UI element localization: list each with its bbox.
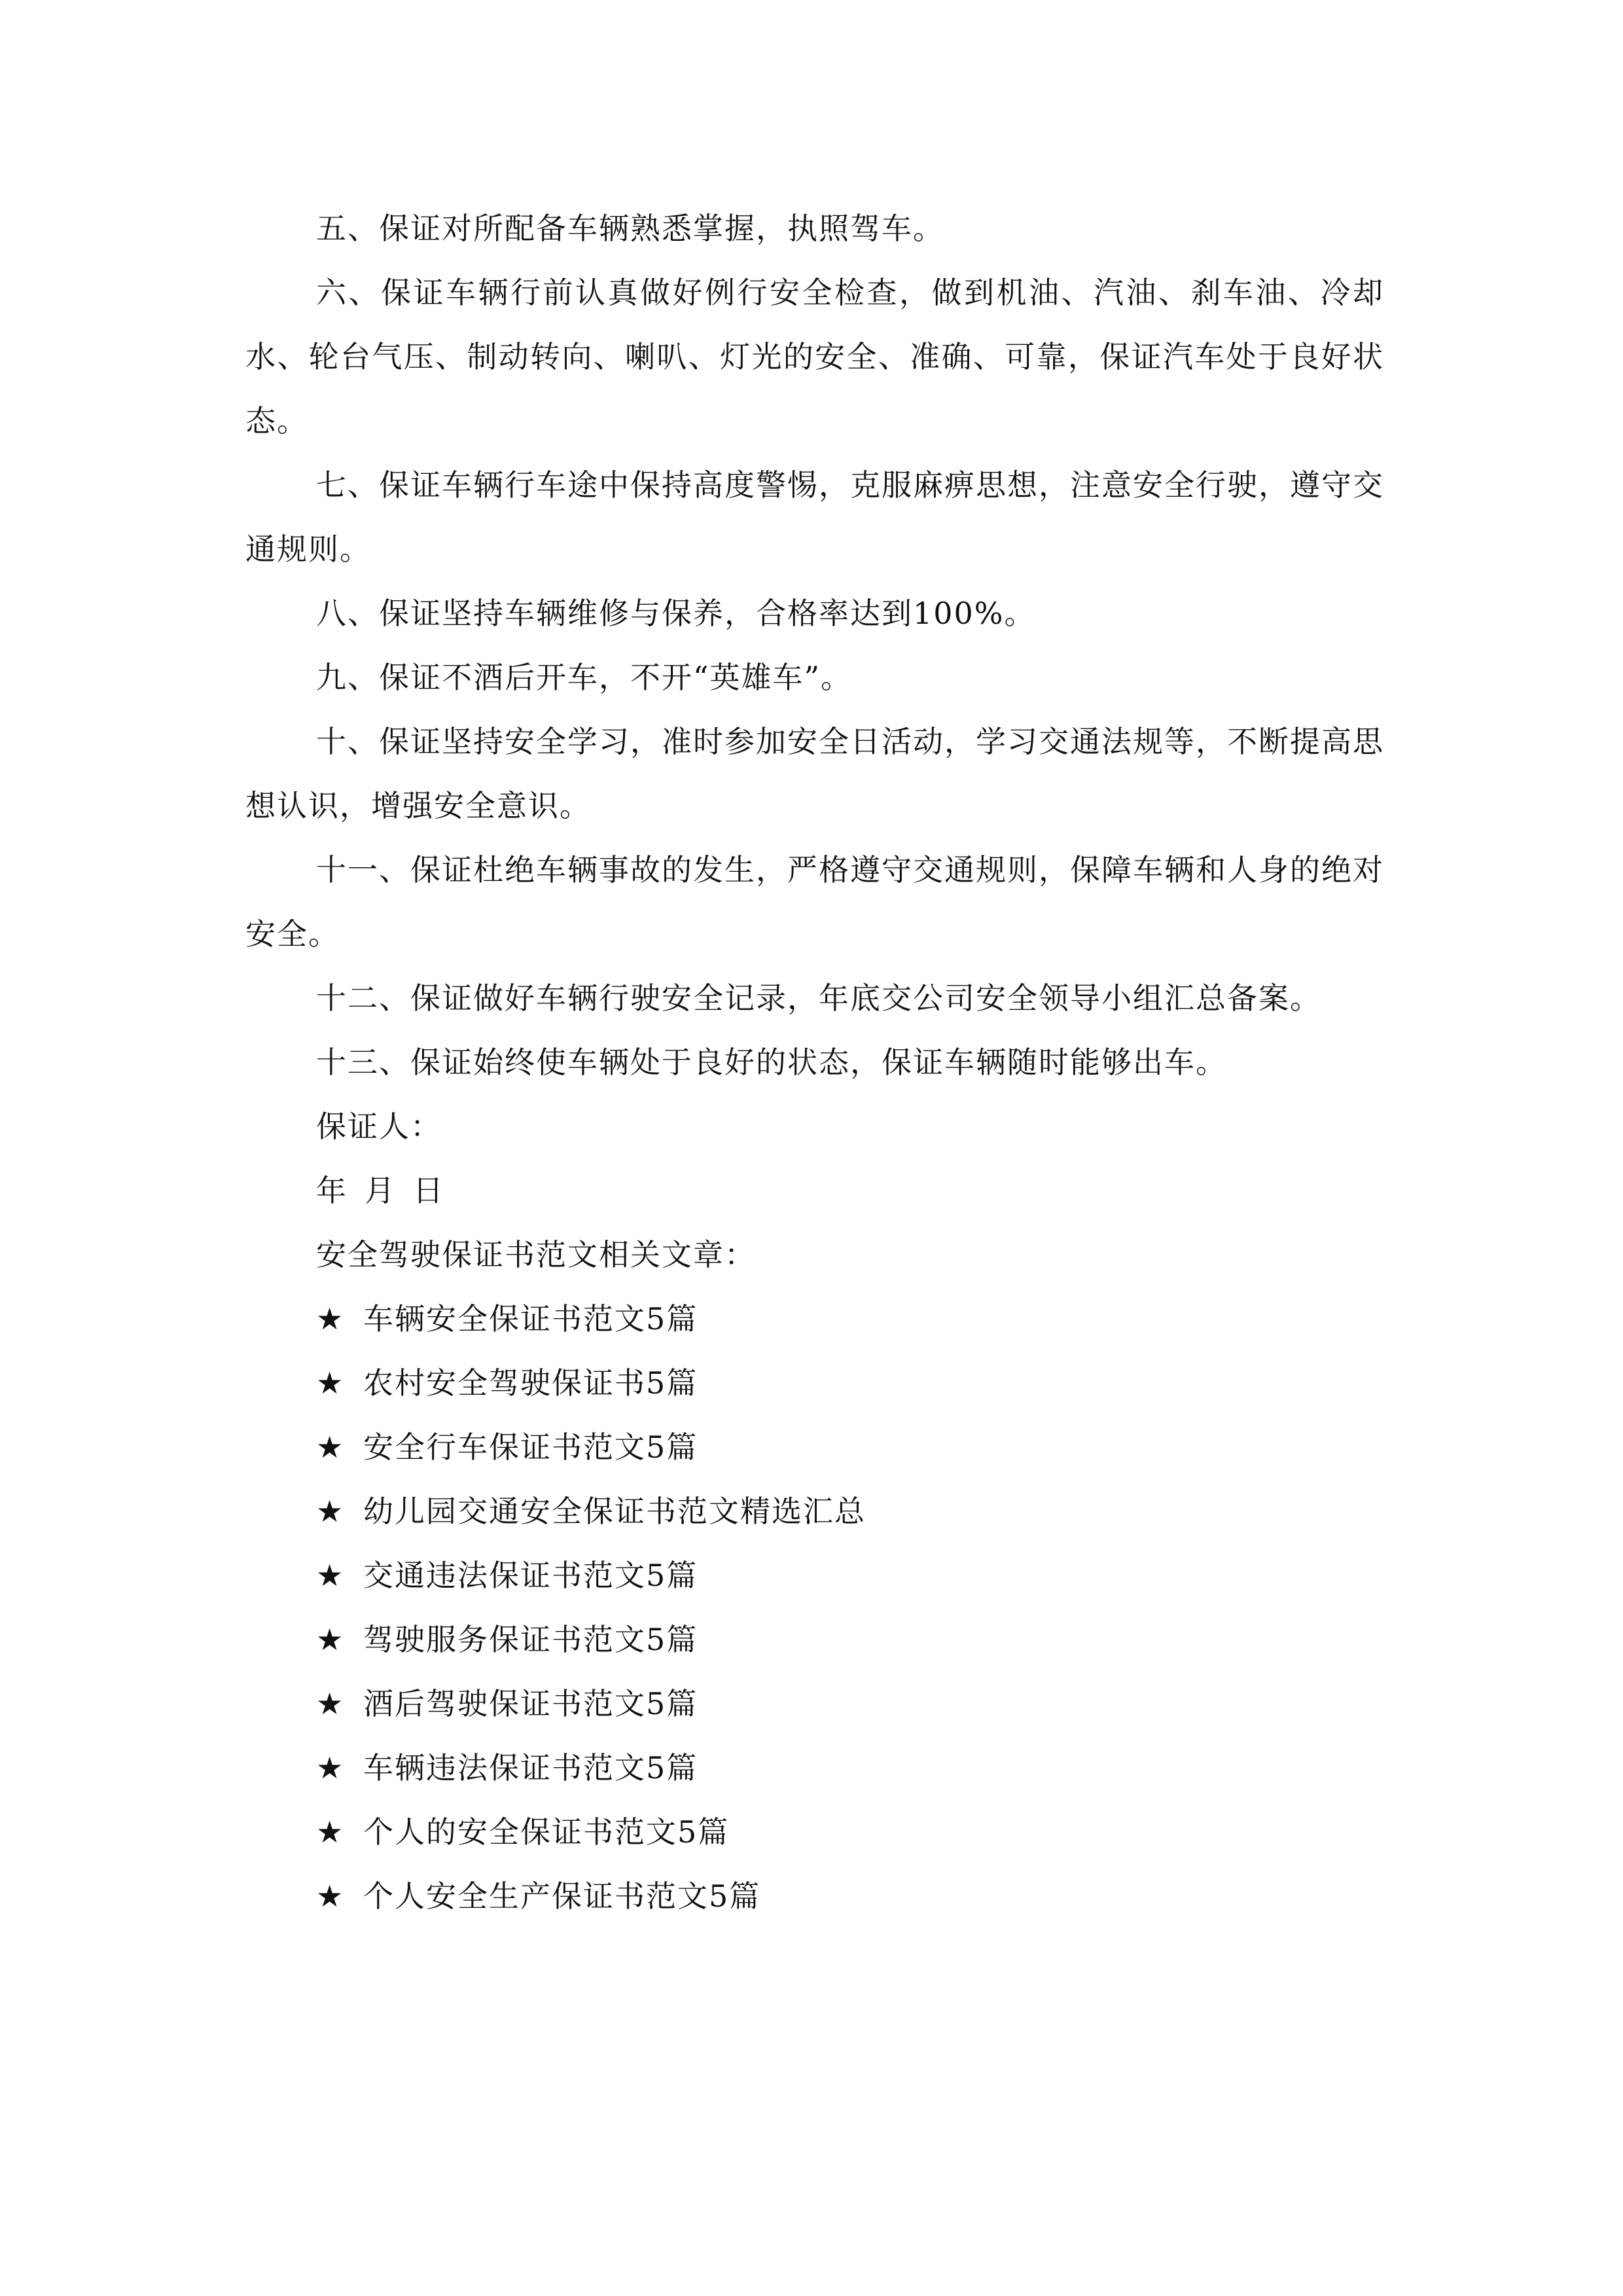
paragraph-10: 十、保证坚持安全学习，准时参加安全日活动，学习交通法规等，不断提高思想认识，增强安全意识。 [245,724,1384,823]
related-article-title: 幼儿园交通安全保证书范文精选汇总 [363,1494,866,1529]
related-article-title: 安全行车保证书范文5篇 [363,1429,698,1465]
related-article-link[interactable] [245,1415,1384,1479]
star-icon: ★ [316,1686,345,1721]
star-icon: ★ [316,1878,345,1914]
date-line [245,1158,1384,1223]
star-icon: ★ [316,1558,345,1593]
star-icon: ★ [316,1494,345,1529]
date-day: 日 [413,1173,444,1208]
date-year: 年 [316,1173,348,1208]
related-article-link[interactable] [245,1607,1384,1672]
related-article-title: 酒后驾驶保证书范文5篇 [363,1686,698,1721]
related-article-link[interactable] [245,1800,1384,1864]
paragraph-7: 七、保证车辆行车途中保持高度警惕，克服麻痹思想，注意安全行驶，遵守交通规则。 [245,467,1384,567]
paragraph-6: 六、保证车辆行前认真做好例行安全检查，做到机油、汽油、刹车油、冷却水、轮台气压、制动转向、喇叭、灯光的安全、准确、可靠，保证汽车处于良好状态。 [245,275,1384,439]
star-icon: ★ [316,1750,345,1785]
related-article-title: 驾驶服务保证书范文5篇 [363,1622,698,1657]
paragraph-12: 十二、保证做好车辆行驶安全记录，年底交公司安全领导小组汇总备案。 [316,980,1321,1016]
related-article-title: 个人的安全保证书范文5篇 [363,1814,730,1850]
related-article-link[interactable] [245,1736,1384,1800]
paragraph-11: 十一、保证杜绝车辆事故的发生，严格遵守交通规则，保障车辆和人身的绝对安全。 [245,852,1384,952]
star-icon: ★ [316,1429,345,1465]
related-article-title: 农村安全驾驶保证书5篇 [363,1365,698,1401]
paragraph-9: 九、保证不酒后开车，不开“英雄车”。 [316,660,853,695]
related-article-title: 车辆违法保证书范文5篇 [363,1750,698,1785]
date-month: 月 [365,1173,396,1208]
star-icon: ★ [316,1814,345,1850]
signer-label: 保证人： [316,1109,442,1144]
related-article-title: 交通违法保证书范文5篇 [363,1558,698,1593]
star-icon: ★ [316,1365,345,1401]
related-article-link[interactable] [245,1287,1384,1351]
related-article-title: 个人安全生产保证书范文5篇 [363,1878,761,1914]
related-articles-list [245,1287,1384,1928]
star-icon: ★ [316,1622,345,1657]
paragraph-13: 十三、保证始终使车辆处于良好的状态，保证车辆随时能够出车。 [316,1045,1227,1080]
related-article-link[interactable] [245,1864,1384,1928]
related-article-link[interactable] [245,1479,1384,1543]
related-heading: 安全驾驶保证书范文相关文章： [316,1237,756,1272]
related-article-title: 车辆安全保证书范文5篇 [363,1301,698,1336]
related-article-link[interactable] [245,1672,1384,1736]
paragraph-5: 五、保证对所配备车辆熟悉掌握，执照驾车。 [316,211,944,246]
document-body [245,196,1384,1928]
related-article-link[interactable] [245,1351,1384,1415]
paragraph-8: 八、保证坚持车辆维修与保养，合格率达到100%。 [316,596,1036,631]
related-article-link[interactable] [245,1543,1384,1607]
star-icon: ★ [316,1301,345,1336]
